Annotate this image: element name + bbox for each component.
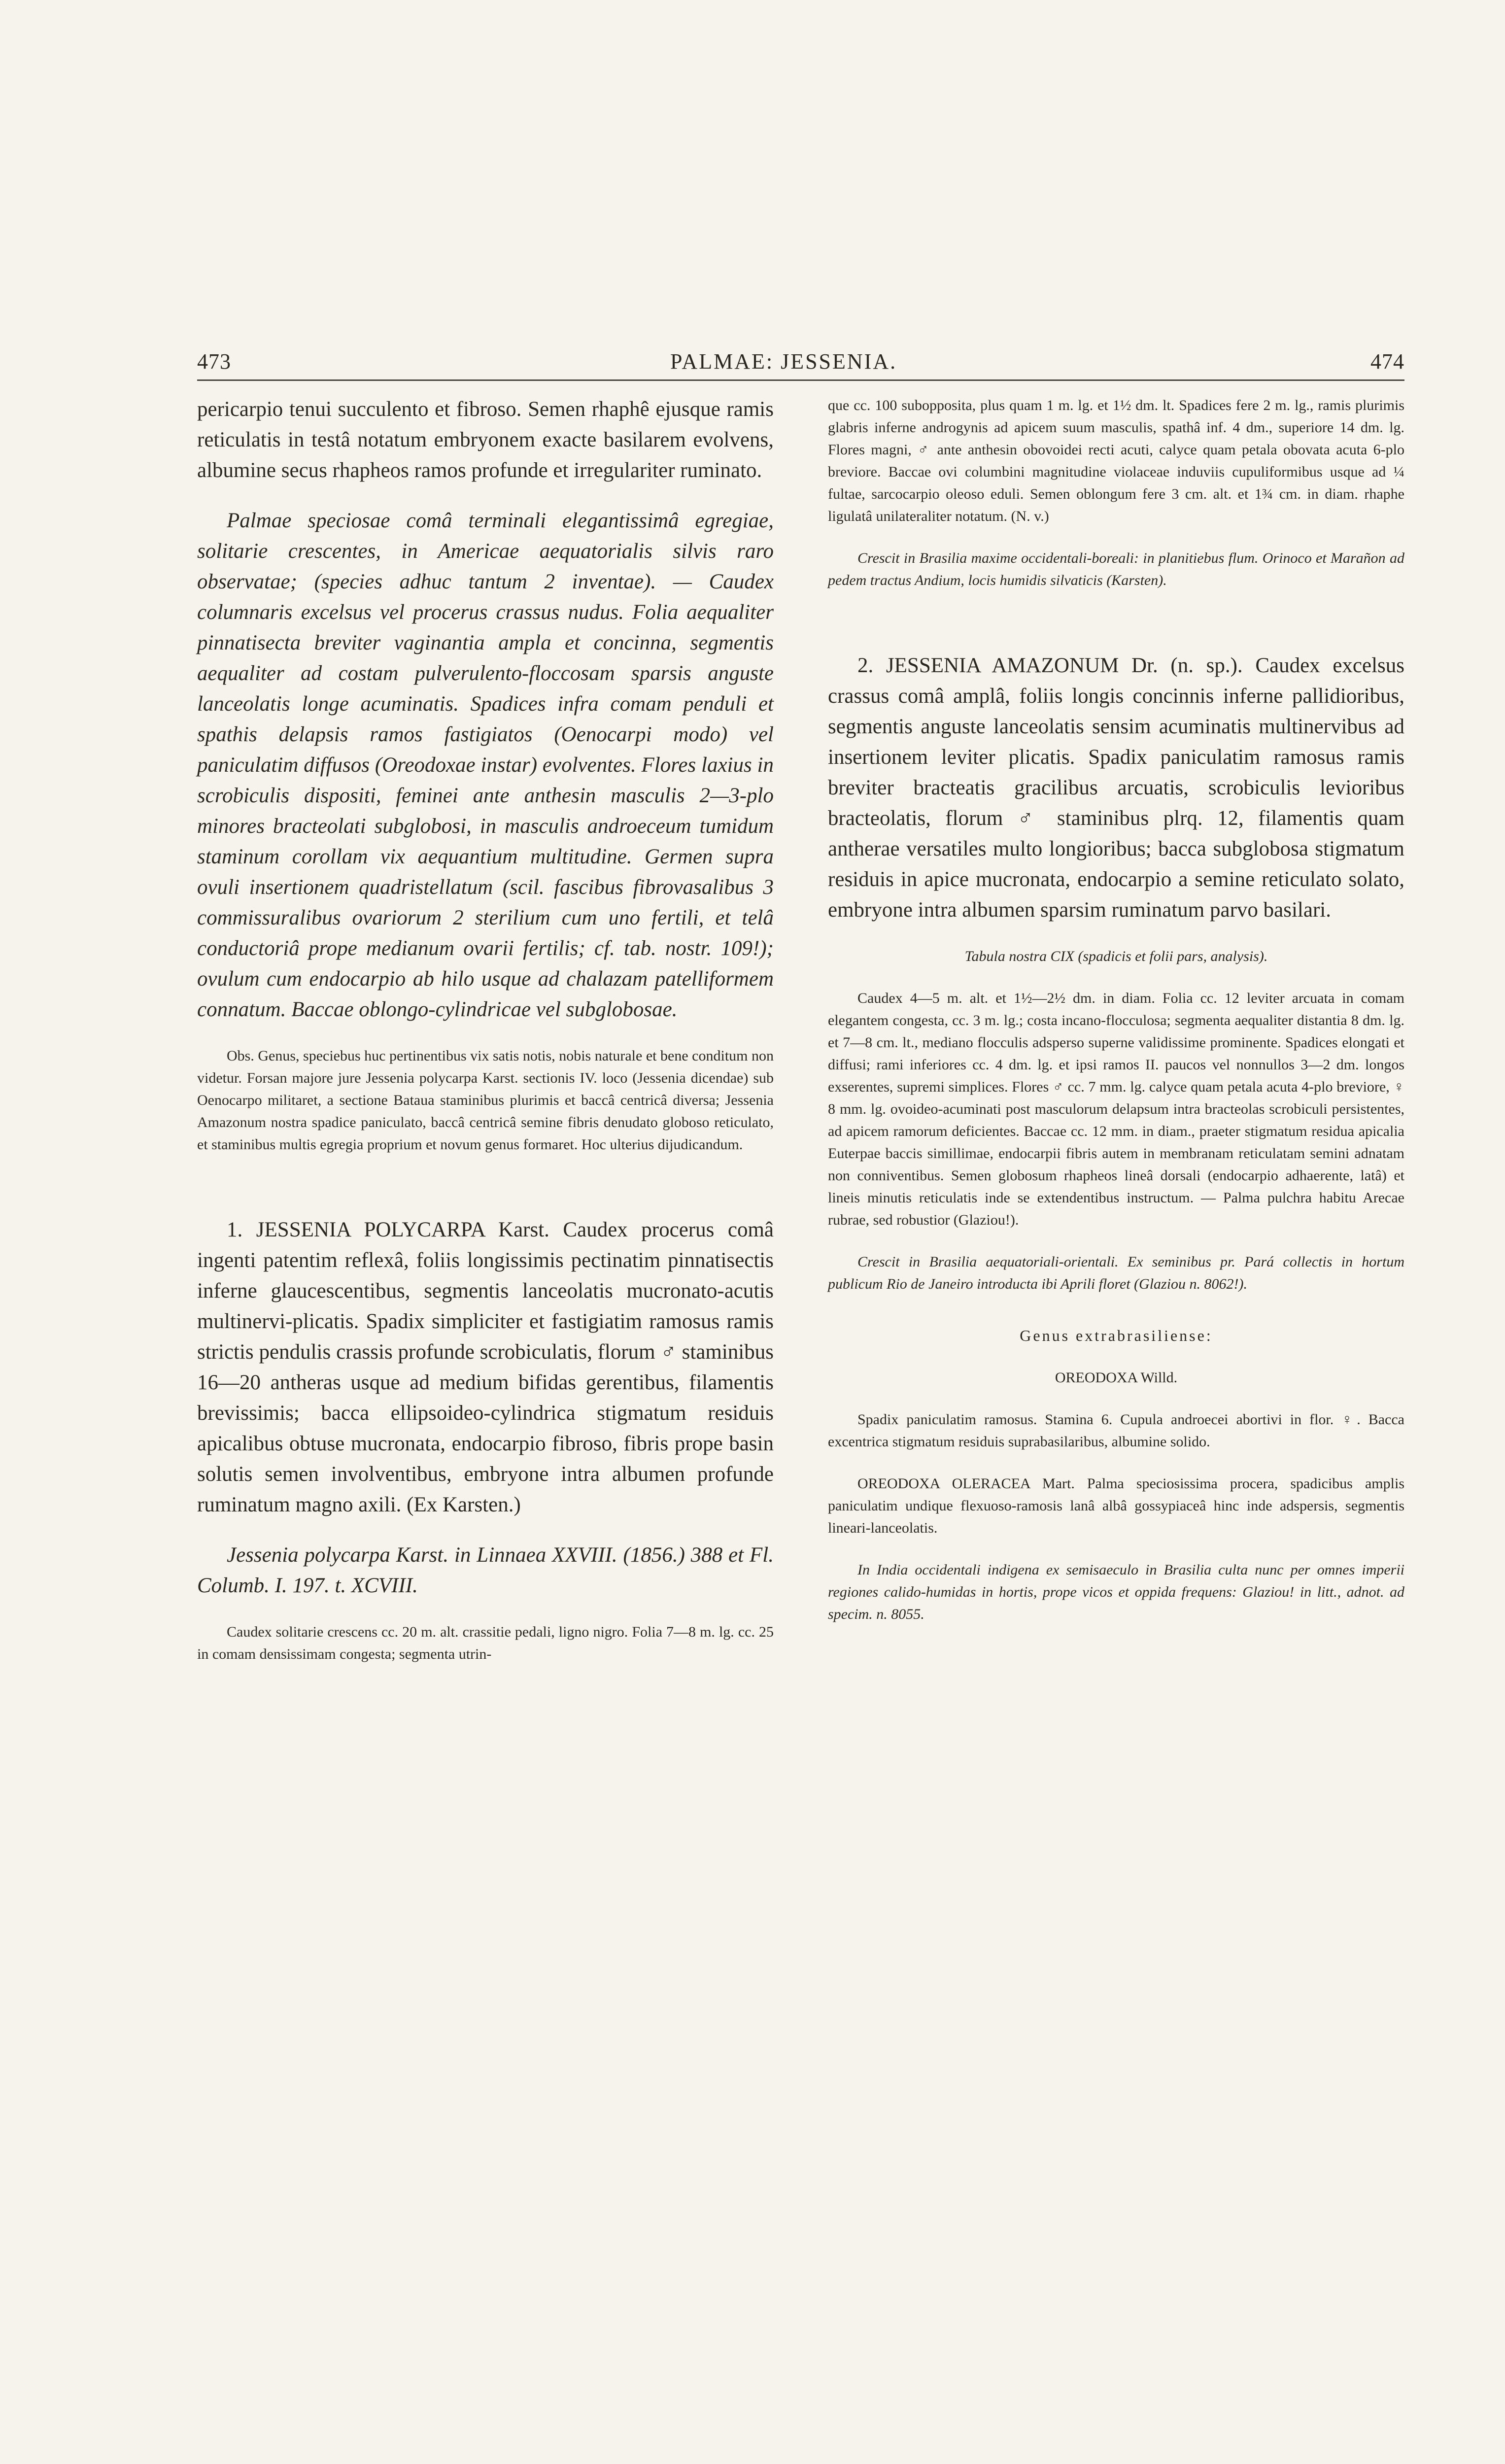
oreodoxa-description: Spadix paniculatim ramosus. Stamina 6. Cupula androecei abortivi in flor. ♀. Bacca excentrica stigmatum residuis suprabasilaribus, albumine solido. — [828, 1411, 1404, 1450]
running-head — [197, 345, 1404, 381]
paragraph-pericarpio: pericarpio tenui succulento et fibroso. Semen rhaphê ejusque ramis reticulatis in testâ notatum embryonem exacte basilarem evolvens, albumine secus rhapheos ramos profunde et irregulariter ruminato. — [197, 398, 774, 482]
oreodoxa-habitat: In India occidentali indigena ex semisaeculo in Brasilia culta nunc per omnes imperii regiones calido-humidas in hortis, prope vicos et oppida frequens: Glaziou! in litt., adnot. ad specim. n. 8055. — [828, 1562, 1404, 1622]
page-title: PALMAE: JESSENIA. — [670, 349, 897, 374]
genus-extrabrasiliense-heading: Genus extrabrasiliense: — [1020, 1327, 1213, 1344]
left-column — [197, 394, 774, 1685]
habitat-amazonum: Crescit in Brasilia aequatoriali-orientali. Ex seminibus pr. Pará collectis in hortum publicum Rio de Janeiro introducta ibi Aprili floret (Glaziou n. 8062!). — [828, 1254, 1404, 1292]
description-polycarpa-continued: que cc. 100 subopposita, plus quam 1 m. lg. et 1½ dm. lt. Spadices fere 2 m. lg., ramis plurimis glabris inferne androgynis ad apicem suum masculis, spathâ inf. 4 dm., superiore 14 dm. lg. Flores magni, ♂ ante anthesin obovoidei recti acuti, calyce quam petala obovata acuta 6-plo breviore. Baccae ovi columbini magnitudine violaceae induviis cupuliformibus usque ad ¼ fultae, sarcocarpio oleoso eduli. Semen oblongum fere 3 cm. alt. et 1¾ cm. in diam. rhaphe ligulatâ unilateraliter notatum. (N. v.) — [828, 397, 1404, 524]
page-number-right: 474 — [1370, 349, 1404, 374]
tabula-reference: Tabula nostra CIX (spadicis et folii pars, analysis). — [964, 948, 1268, 964]
page-number-left: 473 — [197, 349, 231, 374]
oreodoxa-heading: OREODOXA Willd. — [1055, 1369, 1178, 1386]
habitat-polycarpa: Crescit in Brasilia maxime occidentali-boreali: in planitiebus flum. Orinoco et Marañon ad pedem tractus Andium, locis humidis silvaticis (Karsten). — [828, 550, 1404, 588]
paragraph-obs: Obs. Genus, speciebus huc pertinentibus vix satis notis, nobis naturale et bene conditum non videtur. Forsan majore jure Jessenia polycarpa Karst. sectionis IV. loco (Jessenia dicendae) sub Oenocarpo militaret, a sectione Bataua staminibus plurimis et baccâ centricâ diversa; Jessenia Amazonum nostra spadice paniculato, baccâ centricâ semine fibris denudato globoso reticulato, et staminibus multis egregia proprium et novum genus formaret. Hoc ulterius dijudicandum. — [197, 1048, 774, 1153]
species-jessenia-amazonum: 2. JESSENIA AMAZONUM Dr. (n. sp.). Caudex excelsus crassus comâ amplâ, foliis longis concinnis inferne pallidioribus, segmentis anguste lanceolatis sensim acuminatis multinervibus ad insertionem leviter plicatis. Spadix paniculatim ramosus ramis breviter bracteatis gracilibus arcuatis, scrobiculis levioribus bracteolatis, florum ♂ staminibus plrq. 12, filamentis quam antherae versatiles multo longioribus; bacca subglobosa stigmatum residuis in apice mucronata, endocarpio a semine reticulato solato, embryone intra albumen sparsim ruminatum parvo basilari. — [828, 654, 1404, 922]
paragraph-genus-description: Palmae speciosae comâ terminali elegantissimâ egregiae, solitarie crescentes, in Americae aequatorialis silvis raro observatae; (species adhuc tantum 2 inventae). — Caudex columnaris excelsus vel procerus crassus nudus. Folia aequaliter pinnatisecta breviter vaginantia ampla et concinna, segmentis aequaliter ad costam pulverulento-floccosam sparsis anguste lanceolatis longe acuminatis. Spadices infra comam penduli et spathis delapsis ramos fastigiatos (Oenocarpi modo) vel paniculatim diffusos (Oreodoxae instar) evolventes. Flores laxius in scrobiculis dispositi, feminei ante anthesin masculis 2—3-plo minores bracteolati subglobosi, in masculis androeceum tumidum staminum corollam vix aequantium multitudine. Germen supra ovuli insertionem quadristellatum (scil. fascibus fibrovasalibus 3 commissuralibus ovariorum 2 sterilium cum uno fertili, et telâ conductoriâ prope medianum ovarii fertilis; cf. tab. nostr. 109!); ovulum cum endocarpio ab hilo usque ad chalazam patelliformem connatum. Baccae oblongo-cylindricae vel subglobosae. — [197, 509, 774, 1021]
species-jessenia-polycarpa: 1. JESSENIA POLYCARPA Karst. Caudex procerus comâ ingenti patentim reflexâ, foliis longissimis pectinatim pinnatisectis inferne glaucescentibus, segmentis lanceolatis mucronato-acutis multinervi-plicatis. Spadix simpliciter et fastigiatim ramosus ramis strictis pendulis crassis profunde scrobiculatis, florum ♂ staminibus 16—20 antheras usque ad medium bifidas gerentibus, filamentis brevissimis; bacca ellipsoideo-cylindrica stigmatum residuis apicalibus obtuse mucronata, endocarpio fibroso, fibris prope basin solutis semen involventibus, embryone intra albumen profunde ruminatum magno axili. (Ex Karsten.) — [197, 1218, 774, 1516]
description-polycarpa: Caudex solitarie crescens cc. 20 m. alt. crassitie pedali, ligno nigro. Folia 7—8 m. lg. cc. 25 in comam densissimam congesta; segmenta utrin- — [197, 1624, 774, 1662]
oreodoxa-oleracea: OREODOXA OLERACEA Mart. Palma speciosissima procera, spadicibus amplis paniculatim undique flexuoso-ramosis lanâ albâ gossypiaceâ hinc inde adspersis, segmentis lineari-lanceolatis. — [828, 1475, 1404, 1536]
description-amazonum: Caudex 4—5 m. alt. et 1½—2½ dm. in diam. Folia cc. 12 leviter arcuata in comam elegantem congesta, cc. 3 m. lg.; costa incano-flocculosa; segmenta aequaliter distantia 8 dm. lg. et 7—8 cm. lt., mediano flocculis adsperso superne validissime prominente. Spadices elongati et diffusi; rami inferiores cc. 4 dm. lg. et ipsi ramos II. paucos vel nonnullos 3—2 dm. longos exserentes, supremi simplices. Flores ♂ cc. 7 mm. lg. calyce quam petala acuta 4-plo breviore, ♀ 8 mm. lg. ovoideo-acuminati post masculorum delapsum intra bracteolas scrobiculi persistentes, ad apicem ramorum deficientes. Baccae cc. 12 mm. in diam., praeter stigmatum residua apicalia Euterpae baccis simillimae, endocarpii fibris autem in membranam reticulatam semini adnatam non conniventibus. Semen globosum rhapheos lineâ dorsali (endocarpio adhaerente, latâ) et lineis minutis reticulatis inde se extendentibus instructum. — Palma pulchra habitu Arecae rubrae, sed robustior (Glaziou!). — [828, 990, 1404, 1228]
reference-polycarpa: Jessenia polycarpa Karst. in Linnaea XXVIII. (1856.) 388 et Fl. Columb. I. 197. t. XCVIII. — [197, 1543, 774, 1597]
right-column — [828, 394, 1404, 1645]
